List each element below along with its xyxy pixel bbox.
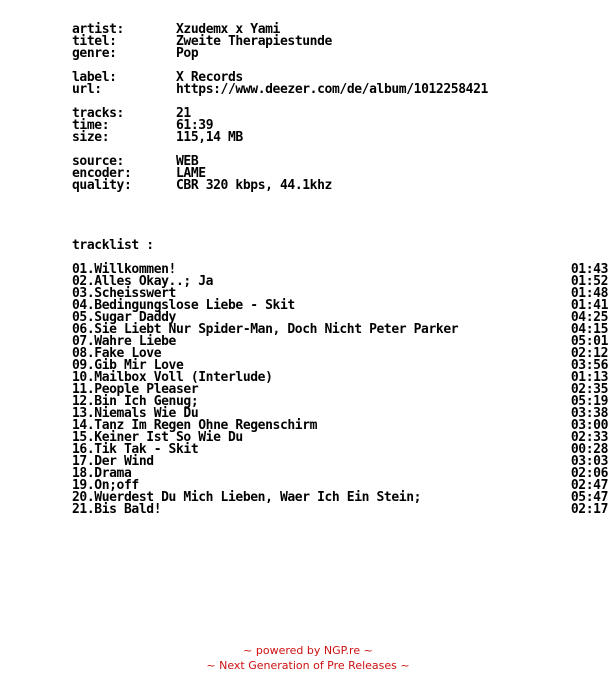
- track-row: [72, 456, 608, 468]
- info-value-label: X Records: [176, 70, 243, 85]
- track-duration: 03:56: [570, 358, 608, 373]
- track-duration: 05:01: [570, 334, 608, 349]
- info-key-genre: genre:: [72, 46, 117, 61]
- info-key-quality: quality:: [72, 178, 132, 193]
- spacer: [72, 96, 608, 108]
- info-key-titel: titel:: [72, 34, 117, 49]
- track-title: 13.Niemals Wie Du: [72, 406, 199, 421]
- track-duration: 01:43: [570, 262, 608, 277]
- track-duration: 01:13: [570, 370, 608, 385]
- track-duration: 02:17: [570, 502, 608, 517]
- track-title: 20.Wuerdest Du Mich Lieben, Waer Ich Ein Stein;: [72, 490, 422, 505]
- info-row-artist: [72, 24, 608, 36]
- info-row-time: [72, 120, 608, 132]
- info-value-size: 115,14 MB: [176, 130, 243, 145]
- info-value-url[interactable]: https://www.deezer.com/de/album/1012258421: [176, 82, 488, 97]
- track-title: 19.On;off: [72, 478, 139, 493]
- track-title: 12.Bin Ich Genug;: [72, 394, 199, 409]
- info-key-source: source:: [72, 154, 124, 169]
- track-duration: 03:38: [570, 406, 608, 421]
- info-key-label: label:: [72, 70, 117, 85]
- info-key-size: size:: [72, 130, 110, 145]
- spacer: [72, 60, 608, 72]
- info-row-url: [72, 84, 608, 96]
- track-title: 14.Tanz Im Regen Ohne Regenschirm: [72, 418, 318, 433]
- info-key-time: time:: [72, 118, 110, 133]
- track-title: 17.Der Wind: [72, 454, 154, 469]
- info-value-time: 61:39: [176, 118, 214, 133]
- track-title: 18.Drama: [72, 466, 132, 481]
- track-title: 21.Bis Bald!: [72, 502, 162, 517]
- track-duration: 05:19: [570, 394, 608, 409]
- track-duration: 04:15: [570, 322, 608, 337]
- info-value-encoder: LAME: [176, 166, 206, 181]
- info-key-tracks: tracks:: [72, 106, 124, 121]
- info-row-tracks: [72, 108, 608, 120]
- info-row-encoder: [72, 168, 608, 180]
- info-row-source: [72, 156, 608, 168]
- track-title: 07.Wahre Liebe: [72, 334, 176, 349]
- track-row: [72, 468, 608, 480]
- track-duration: 02:12: [570, 346, 608, 361]
- track-title: 15.Keiner Ist So Wie Du: [72, 430, 243, 445]
- track-duration: 02:47: [570, 478, 608, 493]
- info-key-artist: artist:: [72, 22, 124, 37]
- spacer: [72, 144, 608, 156]
- info-value-source: WEB: [176, 154, 199, 169]
- track-title: 02.Alles Okay..; Ja: [72, 274, 214, 289]
- track-duration: 03:03: [570, 454, 608, 469]
- track-duration: 01:52: [570, 274, 608, 289]
- tracklist-heading: tracklist :: [72, 238, 154, 253]
- tracklist: [72, 264, 608, 516]
- track-title: 16.Tik Tak - Skit: [72, 442, 199, 457]
- footer-tagline: ~ Next Generation of Pre Releases ~: [206, 659, 410, 672]
- track-title: 06.Sie Liebt Nur Spider-Man, Doch Nicht Peter Parker: [72, 322, 459, 337]
- track-title: 09.Gib Mir Love: [72, 358, 184, 373]
- info-value-quality: CBR 320 kbps, 44.1khz: [176, 178, 332, 193]
- info-row-genre: [72, 48, 608, 60]
- info-row-quality: [72, 180, 608, 192]
- info-value-genre: Pop: [176, 46, 199, 61]
- track-duration: 00:28: [570, 442, 608, 457]
- info-row-titel: [72, 36, 608, 48]
- info-key-encoder: encoder:: [72, 166, 132, 181]
- track-duration: 05:47: [570, 490, 608, 505]
- track-duration: 02:35: [570, 382, 608, 397]
- track-duration: 02:33: [570, 430, 608, 445]
- spacer: [72, 192, 608, 240]
- track-title: 11.People Pleaser: [72, 382, 199, 397]
- track-duration: 01:41: [570, 298, 608, 313]
- track-row: [72, 504, 608, 516]
- track-title: 03.Scheisswert: [72, 286, 176, 301]
- info-value-artist: Xzudemx x Yami: [176, 22, 280, 37]
- track-title: 04.Bedingungslose Liebe - Skit: [72, 298, 295, 313]
- track-title: 05.Sugar Daddy: [72, 310, 176, 325]
- track-duration: 03:00: [570, 418, 608, 433]
- track-title: 01.Willkommen!: [72, 262, 176, 277]
- track-title: 08.Fake Love: [72, 346, 162, 361]
- track-title: 10.Mailbox Voll (Interlude): [72, 370, 273, 385]
- info-key-url: url:: [72, 82, 102, 97]
- info-row-size: [72, 132, 608, 144]
- footer-powered-by: ~ powered by NGP.re ~: [243, 644, 373, 657]
- track-duration: 04:25: [570, 310, 608, 325]
- info-value-titel: Zweite Therapiestunde: [176, 34, 332, 49]
- release-info-document: [72, 24, 608, 516]
- track-duration: 01:48: [570, 286, 608, 301]
- info-value-tracks: 21: [176, 106, 191, 121]
- track-duration: 02:06: [570, 466, 608, 481]
